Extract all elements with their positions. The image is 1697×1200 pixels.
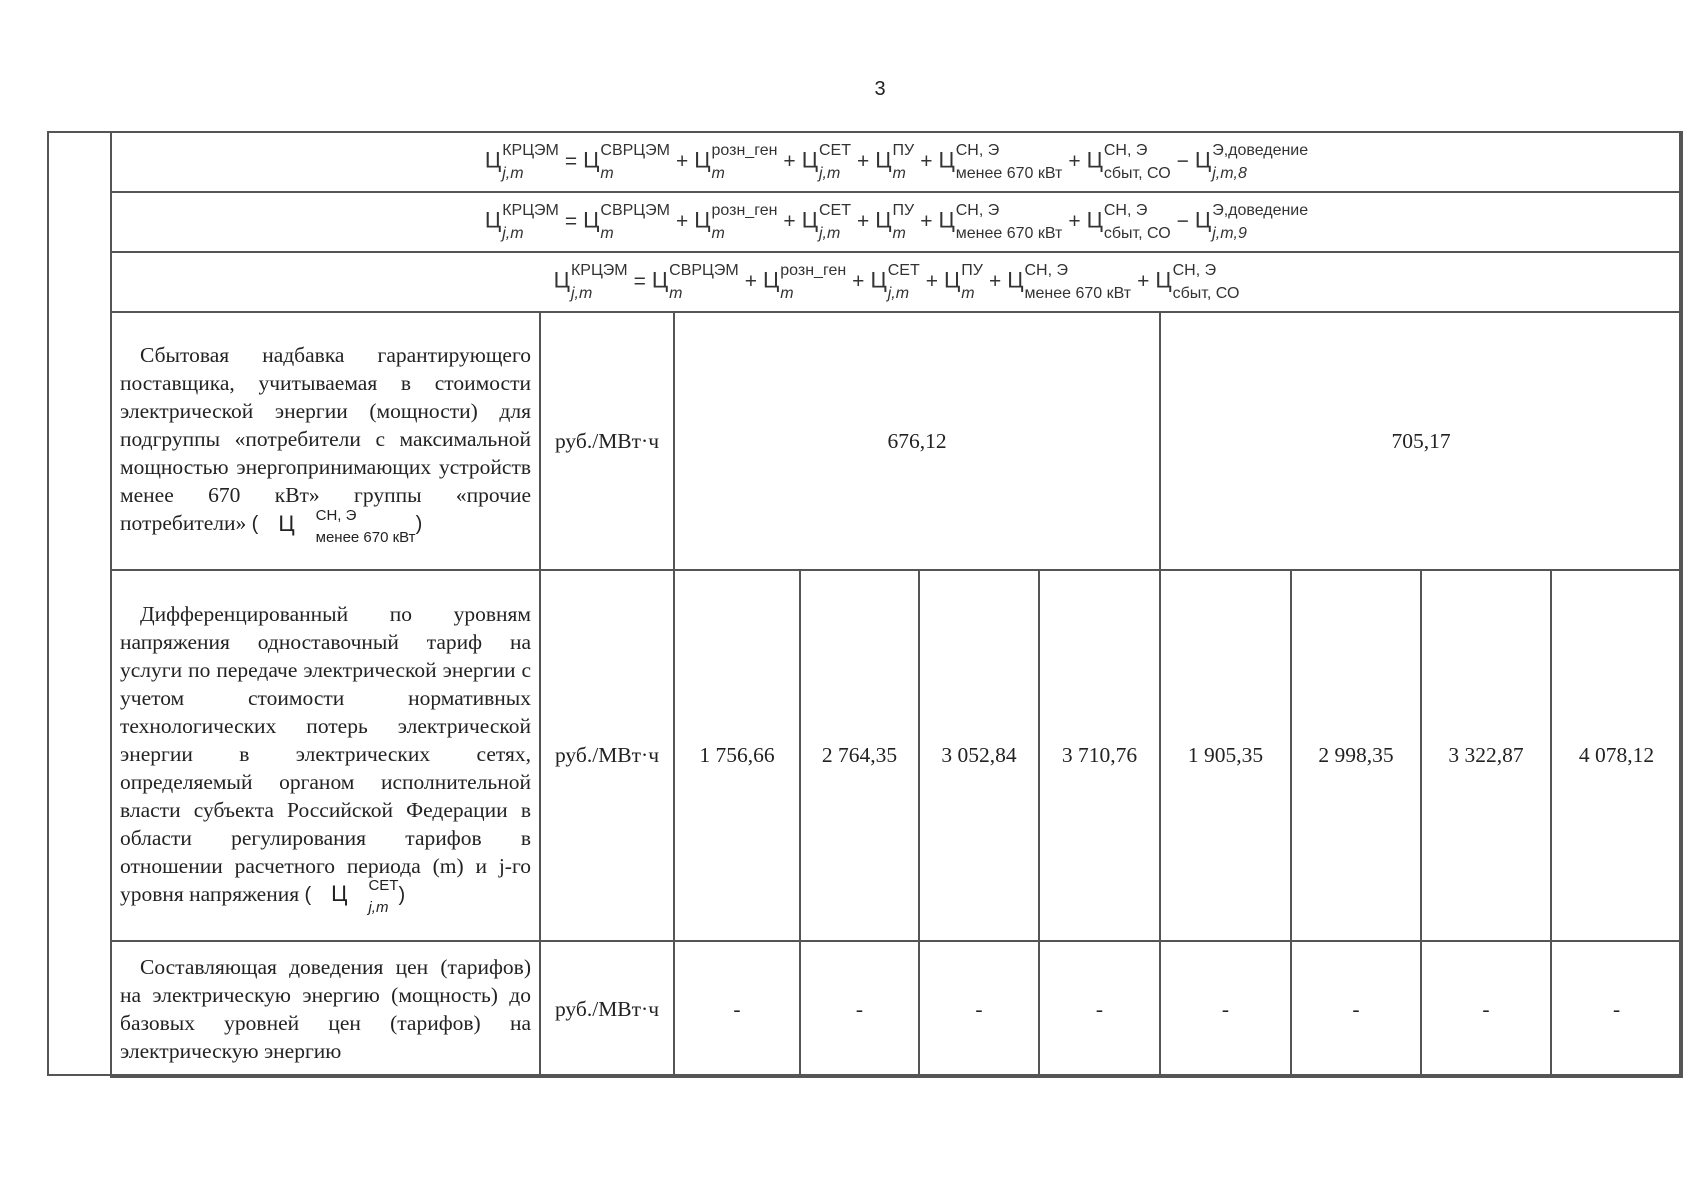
formula-superscript: СН, Э: [315, 506, 357, 524]
formula-indices: [1024, 262, 1132, 302]
formula-3: [111, 252, 1682, 312]
formula-operator: +: [1137, 270, 1150, 293]
formula-term: [938, 142, 1063, 182]
formula-base: Ц: [331, 881, 348, 907]
formula-subscript: менее 670 кВт: [955, 165, 1063, 182]
formula-base: Ц: [1086, 147, 1103, 173]
formula-subscript: j,m,8: [1212, 165, 1247, 182]
formula-indices: [570, 262, 628, 302]
formula-operator: =: [564, 150, 578, 173]
formula-subscript: j,m: [887, 285, 910, 302]
row-value: -: [674, 941, 800, 1077]
formula-term: [484, 142, 559, 182]
formula-term: [938, 202, 1063, 242]
formula-base: Ц: [278, 510, 295, 536]
row-value: 3 322,87: [1421, 570, 1551, 941]
formula-indices: [892, 142, 915, 182]
formula-base: Ц: [875, 207, 892, 233]
formula-operator: +: [856, 150, 870, 173]
formula-term: [875, 202, 915, 242]
formula-subscript: j,m: [502, 225, 524, 242]
row-value: 3 710,76: [1039, 570, 1160, 941]
formula-subscript: j,m,9: [1212, 225, 1247, 242]
formula-superscript: розн_ген: [780, 262, 847, 279]
row-unit: руб./МВт·ч: [540, 570, 674, 941]
formula-indices: [1172, 262, 1240, 302]
formula-subscript: m: [711, 165, 725, 182]
row-value: 2 998,35: [1291, 570, 1421, 941]
formula-operator: +: [675, 210, 689, 233]
formula-superscript: ПУ: [892, 142, 915, 159]
symbol-paren: ): [398, 883, 406, 906]
row-value: 3 052,84: [919, 570, 1039, 941]
formula-row-1: [111, 132, 1682, 192]
row-value: -: [1421, 941, 1551, 1077]
formula-superscript: СН, Э: [955, 202, 1000, 219]
formula-base: Ц: [1155, 267, 1172, 293]
formula-operator: =: [564, 210, 578, 233]
formula-indices: [600, 202, 670, 242]
formula-operator: +: [856, 210, 870, 233]
formula-base: Ц: [762, 267, 780, 293]
symbol-paren: (: [251, 513, 259, 536]
formula-operator: +: [920, 210, 933, 233]
formula-indices: [502, 142, 559, 182]
formula-subscript: j,m: [502, 165, 524, 182]
formula-operator: −: [1176, 210, 1189, 233]
tariff-table: [110, 131, 1683, 1078]
formula-row-3: [111, 252, 1682, 312]
formula-superscript: Э,доведение: [1212, 142, 1309, 159]
formula-term: [870, 262, 920, 302]
formula-subscript: менее 670 кВт: [315, 528, 416, 546]
formula-term: [694, 142, 778, 182]
formula-subscript: сбыт, СО: [1103, 225, 1171, 242]
row-description: Сбытовая надбавка гарантирующего поставщика, учитываемая в стоимости электрической энергии (мощности) для подгруппы «потребители с максимальной мощностью энергопринимающих устройств менее 670 кВт» группы «прочие потребители» ( Ц СН, Э менее 670 кВт ): [111, 312, 540, 570]
formula-subscript: j,m: [368, 899, 389, 917]
formula-subscript: m: [600, 225, 614, 242]
row-value: -: [1039, 941, 1160, 1077]
formula-superscript: розн_ген: [711, 142, 778, 159]
row-value: 676,12: [674, 312, 1160, 570]
formula-base: Ц: [1194, 207, 1212, 233]
formula-term: [1086, 142, 1171, 182]
formula-operator: +: [675, 150, 689, 173]
formula-term: [311, 877, 399, 917]
row-value: -: [800, 941, 919, 1077]
formula-term: [583, 202, 670, 242]
formula-subscript: менее 670 кВт: [955, 225, 1063, 242]
formula-superscript: СЕТ: [368, 877, 399, 895]
formula-subscript: m: [600, 165, 614, 182]
symbol-paren: ): [415, 513, 423, 536]
row-value: 2 764,35: [800, 570, 919, 941]
formula-base: Ц: [694, 147, 711, 173]
formula-indices: [296, 506, 416, 546]
formula-superscript: СЕТ: [818, 202, 851, 219]
formula-indices: [780, 262, 847, 302]
formula-subscript: m: [669, 285, 683, 302]
formula-base: Ц: [875, 147, 892, 173]
formula-base: Ц: [938, 147, 955, 173]
row-symbol: [251, 506, 423, 546]
formula-term: [762, 262, 847, 302]
formula-superscript: СН, Э: [1024, 262, 1068, 279]
formula-superscript: ПУ: [892, 202, 915, 219]
formula-operator: +: [988, 270, 1002, 293]
formula-superscript: СВРЦЭМ: [600, 202, 670, 219]
formula-2: [111, 192, 1682, 252]
formula-superscript: КРЦЭМ: [570, 262, 628, 279]
formula-superscript: СН, Э: [955, 142, 1000, 159]
formula-operator: +: [1068, 150, 1081, 173]
formula-base: Ц: [484, 147, 502, 173]
formula-indices: [600, 142, 670, 182]
formula-subscript: m: [892, 225, 906, 242]
formula-superscript: СЕТ: [818, 142, 851, 159]
formula-term: [1086, 202, 1171, 242]
formula-subscript: j,m: [818, 165, 841, 182]
formula-operator: +: [852, 270, 865, 293]
formula-subscript: m: [892, 165, 906, 182]
formula-indices: [711, 202, 778, 242]
formula-superscript: СН, Э: [1103, 202, 1148, 219]
formula-operator: +: [744, 270, 757, 293]
formula-base: Ц: [694, 207, 711, 233]
formula-operator: −: [1176, 150, 1189, 173]
table-row: [111, 570, 1682, 941]
formula-term: [484, 202, 559, 242]
formula-indices: [1212, 142, 1309, 182]
table-row: [111, 312, 1682, 570]
symbol-paren: (: [304, 883, 312, 906]
formula-term: [651, 262, 739, 302]
formula-term: [801, 202, 851, 242]
formula-indices: [502, 202, 559, 242]
formula-base: Ц: [943, 267, 961, 293]
row-symbol: [304, 877, 406, 917]
row-value: -: [1551, 941, 1682, 1077]
formula-base: Ц: [801, 207, 818, 233]
formula-base: Ц: [651, 267, 669, 293]
formula-subscript: сбыт, СО: [1172, 285, 1240, 302]
formula-base: Ц: [938, 207, 955, 233]
formula-term: [258, 506, 416, 546]
formula-row-2: [111, 192, 1682, 252]
formula-indices: [887, 262, 920, 302]
formula-superscript: СН, Э: [1172, 262, 1217, 279]
formula-term: [1007, 262, 1132, 302]
formula-base: Ц: [801, 147, 818, 173]
formula-operator: +: [783, 210, 796, 233]
row-unit: руб./МВт·ч: [540, 312, 674, 570]
formula-superscript: СВРЦЭМ: [669, 262, 739, 279]
formula-subscript: m: [780, 285, 794, 302]
formula-term: [583, 142, 670, 182]
row-value: 1 905,35: [1160, 570, 1291, 941]
formula-indices: [1103, 202, 1171, 242]
formula-term: [553, 262, 628, 302]
formula-indices: [955, 142, 1063, 182]
formula-operator: +: [925, 270, 938, 293]
formula-operator: =: [633, 270, 646, 293]
formula-operator: +: [783, 150, 796, 173]
page-number: 3: [874, 78, 886, 100]
formula-indices: [711, 142, 778, 182]
row-value: -: [1291, 941, 1421, 1077]
formula-base: Ц: [1194, 147, 1212, 173]
formula-indices: [892, 202, 915, 242]
formula-indices: [961, 262, 983, 302]
formula-subscript: сбыт, СО: [1103, 165, 1171, 182]
row-value: 705,17: [1160, 312, 1682, 570]
formula-superscript: СВРЦЭМ: [600, 142, 670, 159]
formula-superscript: КРЦЭМ: [502, 142, 559, 159]
formula-subscript: менее 670 кВт: [1024, 285, 1132, 302]
formula-operator: +: [1068, 210, 1081, 233]
formula-base: Ц: [583, 147, 600, 173]
formula-indices: [1212, 202, 1309, 242]
formula-term: [1155, 262, 1240, 302]
formula-operator: +: [920, 150, 933, 173]
formula-base: Ц: [583, 207, 600, 233]
formula-base: Ц: [484, 207, 502, 233]
formula-indices: [1103, 142, 1171, 182]
table-row: [111, 941, 1682, 1077]
formula-subscript: m: [711, 225, 725, 242]
row-value: 1 756,66: [674, 570, 800, 941]
formula-base: Ц: [870, 267, 887, 293]
formula-base: Ц: [1007, 267, 1024, 293]
formula-1: [111, 132, 1682, 192]
formula-indices: [348, 877, 399, 917]
formula-superscript: СН, Э: [1103, 142, 1148, 159]
formula-indices: [955, 202, 1063, 242]
formula-term: [875, 142, 915, 182]
row-description: Составляющая доведения цен (тарифов) на электрическую энергию (мощность) до базовых уровней цен (тарифов) на электрическую энергию: [111, 941, 540, 1077]
formula-term: [801, 142, 851, 182]
formula-subscript: j,m: [570, 285, 593, 302]
row-unit: руб./МВт·ч: [540, 941, 674, 1077]
formula-base: Ц: [553, 267, 570, 293]
formula-superscript: СЕТ: [887, 262, 920, 279]
formula-term: [943, 262, 983, 302]
formula-term: [1194, 142, 1309, 182]
formula-indices: [818, 142, 851, 182]
row-description: Дифференцированный по уровням напряжения одноставочный тариф на услуги по передаче электрической энергии с учетом стоимости нормативных технологических потерь электрической энергии в электрических сетях, определяемый органом исполнительной власти субъекта Российской Федерации в области регулирования тарифов в отношении расчетного периода (m) и j-го уровня напряжения ( Ц СЕТ j,m ): [111, 570, 540, 941]
formula-superscript: розн_ген: [711, 202, 778, 219]
formula-indices: [818, 202, 851, 242]
formula-base: Ц: [1086, 207, 1103, 233]
row-value: -: [1160, 941, 1291, 1077]
formula-superscript: Э,доведение: [1212, 202, 1309, 219]
formula-superscript: ПУ: [961, 262, 983, 279]
formula-term: [694, 202, 778, 242]
row-value: 4 078,12: [1551, 570, 1682, 941]
formula-superscript: КРЦЭМ: [502, 202, 559, 219]
formula-subscript: j,m: [818, 225, 841, 242]
formula-term: [1194, 202, 1309, 242]
formula-subscript: m: [961, 285, 975, 302]
row-value: -: [919, 941, 1039, 1077]
formula-indices: [669, 262, 739, 302]
